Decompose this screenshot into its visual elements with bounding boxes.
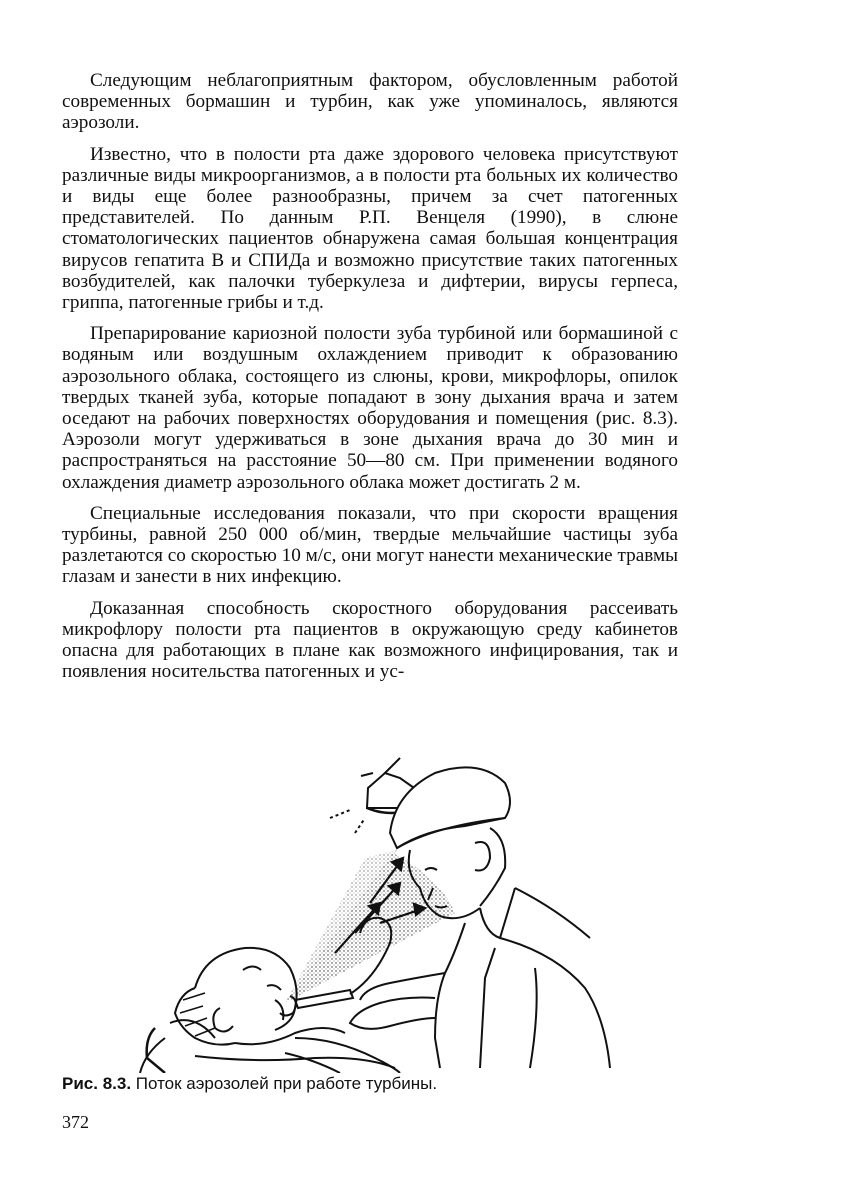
paragraph-4: Специальные исследования показали, что при скорости вращения турбины, равной 250 000 об/мин, твердые мельчайшие частицы зуба разлетаются со скоростью 10 м/с, они могут нанести механические травмы глазам и занести в них инфекцию. [62,502,678,588]
caption-label: Рис. 8.3. [62,1074,132,1093]
body-text [62,70,678,692]
paragraph-3: Препарирование кариозной полости зуба турбиной или бормашиной с водяным или воздушным охлаждением приводит к образованию аэрозольного облака, состоящего из слюны, крови, микрофлоры, опилок твердых тканей зуба, которые попадают в зону дыхания врача и затем оседают на рабочих поверхностях оборудования и помещения (рис. 8.3). Аэрозоли могут удерживаться в зоне дыхания врача до 30 мин и распространяться на расстояние 50—80 см. При применении водяного охлаждения диаметр аэрозольного облака может достигать 2 м. [62,323,678,493]
paragraph-2: Известно, что в полости рта даже здорового человека присутствуют различные виды микроорганизмов, а в полости рта больных их количество и виды еще более разнообразны, причем за счет патогенных представителей. По данным Р.П. Венцеля (1990), в слюне стоматологических пациентов обнаружена самая большая концентрация вирусов гепатита В и СПИДа и возможно присутствие таких патогенных возбудителей, как палочки туберкулеза и дифтерии, вирусы герпеса, гриппа, патогенные грибы и т.д. [62,143,678,314]
page-number: 372 [62,1112,89,1132]
paragraph-5: Доказанная способность скоростного оборудования рассеивать микрофлору полости рта пациентов в окружающую среду кабинетов опасна для работающих в плане как возможного инфицирования, так и появления носительства патогенных и ус- [62,597,678,683]
aerosol-cloud [285,850,455,1003]
dentist-aerosol-illustration [135,738,625,1073]
caption-text: Поток аэрозолей при работе турбины. [135,1074,438,1093]
figure-caption [62,1074,678,1094]
figure-illustration [135,738,625,1073]
paragraph-1: Следующим неблагоприятным фактором, обусловленным работой современных бормашин и турбин, как уже упоминалось, являются аэрозоли. [62,70,678,134]
